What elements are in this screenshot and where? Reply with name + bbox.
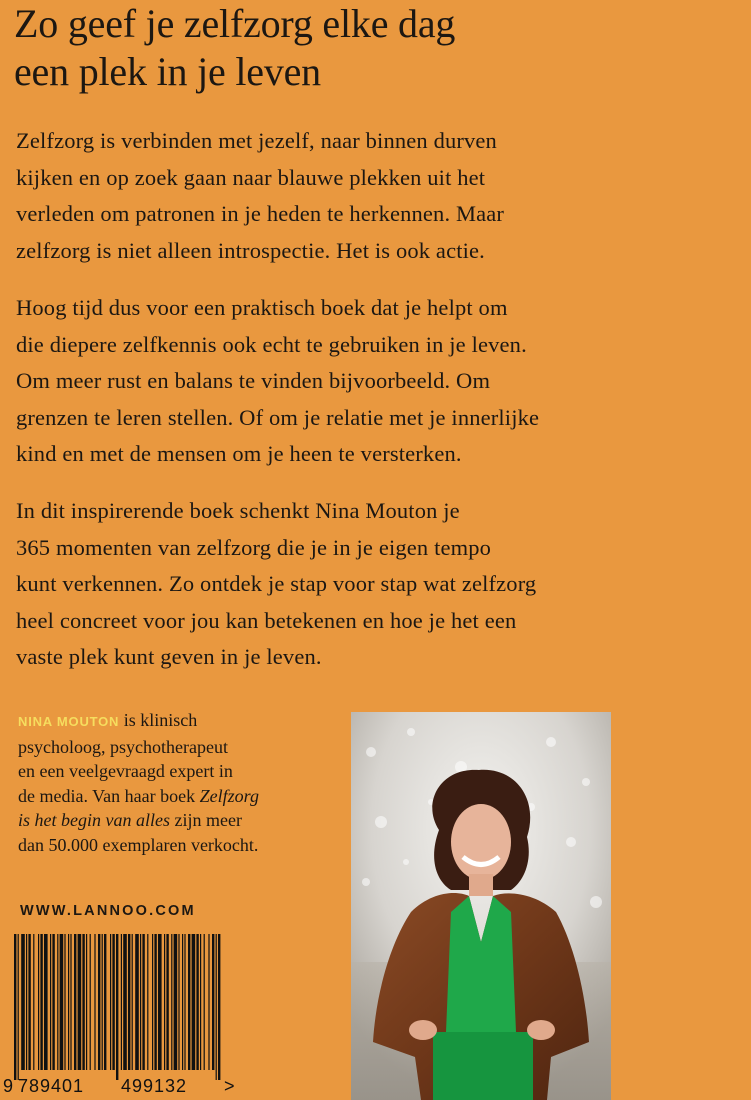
barcode-arrow: >: [224, 1076, 235, 1096]
barcode-bar: [174, 934, 178, 1070]
barcode-first-digit: 9: [3, 1076, 14, 1096]
book-title-italic-cont: is het begin van alles: [18, 810, 170, 830]
barcode-bar: [212, 934, 214, 1070]
barcode-bar: [116, 934, 118, 1080]
barcode-bar: [147, 934, 148, 1070]
barcode-bar: [21, 934, 25, 1070]
barcode-group-1: 789401: [18, 1076, 85, 1096]
barcode-bar: [78, 934, 82, 1070]
barcode-bar: [123, 934, 127, 1070]
back-cover-title: [14, 0, 734, 96]
barcode-bar: [82, 934, 84, 1070]
barcode-bar: [44, 934, 48, 1070]
barcode-bar: [188, 934, 190, 1070]
barcode-bar: [200, 934, 201, 1070]
barcode-bar: [208, 934, 209, 1070]
barcode-bar: [70, 934, 71, 1070]
barcode-bar: [196, 934, 198, 1070]
barcode-bar: [57, 934, 58, 1070]
publisher-website[interactable]: WWW.LANNOO.COM: [20, 903, 196, 919]
barcode-bar: [14, 934, 16, 1080]
barcode-bar: [164, 934, 165, 1070]
title-line-2: een plek in je leven: [14, 49, 321, 94]
barcode-bar: [86, 934, 87, 1070]
barcode-group-2: 499132: [121, 1076, 188, 1096]
barcode-bar: [218, 934, 220, 1080]
barcode-bar: [152, 934, 153, 1070]
barcode-bar: [166, 934, 168, 1070]
paragraph-practical: Hoog tijd dus voor een praktisch boek dat je helpt om die diepere zelfkennis ook echt te gebruiken in je leven. Om meer rust en balans te vinden bijvoorbeeld. Om grenzen te leren stellen. Of om je relatie met je innerlijke kind en met de mensen om je heen te versterken.: [16, 295, 540, 466]
barcode-bar: [38, 934, 39, 1070]
barcode-bar: [33, 934, 34, 1070]
barcode-bar: [60, 934, 64, 1070]
paragraph-intro: Zelfzorg is verbinden met jezelf, naar binnen durven kijken en op zoek gaan naar blauwe plekken uit het verleden om patronen in je heden te herkennen. Maar zelfzorg is niet alleen introspectie. Het is ook actie.: [16, 128, 505, 263]
barcode-bar: [28, 934, 30, 1070]
barcode-bar: [50, 934, 51, 1070]
barcode-bar: [68, 934, 69, 1070]
barcode-bar: [140, 934, 141, 1070]
barcode-bar: [204, 934, 205, 1070]
isbn-barcode: [0, 932, 240, 1100]
barcode-bar: [121, 934, 122, 1070]
author-photo: [351, 712, 611, 1100]
barcode-bar: [178, 934, 179, 1070]
barcode-bar: [98, 934, 100, 1070]
author-bio: NINA MOUTON is klinisch psycholoog, psychotherapeut en een veelgevraagd expert in de media. Van haar boek Zelfzorg is het begin van alles zijn meer dan 50.000 exemplaren verkocht.: [18, 710, 259, 855]
barcode-bar: [52, 934, 54, 1070]
barcode-bar: [40, 934, 42, 1070]
barcode-bar: [142, 934, 144, 1070]
barcode-bar: [94, 934, 95, 1070]
barcode-bar: [102, 934, 103, 1070]
barcode-bar: [128, 934, 130, 1070]
barcode-bar: [64, 934, 65, 1070]
barcode-bar: [110, 934, 111, 1070]
barcode-bar: [135, 934, 139, 1070]
barcode-bar: [132, 934, 133, 1070]
barcode-bar: [184, 934, 185, 1070]
author-name: NINA MOUTON: [18, 714, 120, 729]
title-line-1: Zo geef je zelfzorg elke dag: [14, 1, 456, 46]
book-title-italic: Zelfzorg: [199, 785, 259, 806]
barcode-bar: [90, 934, 91, 1070]
barcode-bar: [216, 934, 217, 1080]
barcode-bar: [74, 934, 76, 1070]
barcode-bar: [158, 934, 162, 1070]
barcode-bar: [104, 934, 106, 1070]
barcode-bar: [182, 934, 183, 1070]
barcode-bar: [192, 934, 196, 1070]
barcode-bar: [154, 934, 156, 1070]
barcode-bar: [26, 934, 27, 1070]
barcode-bar: [112, 934, 114, 1070]
paragraph-book-description: In dit inspirerende boek schenkt Nina Mouton je 365 momenten van zelfzorg die je in je eigen tempo kunt verkennen. Zo ontdek je stap voor stap wat zelfzorg heel concreet voor jou kan betekenen en hoe je het een vaste plek kunt geven in je leven.: [16, 498, 537, 669]
barcode-bar: [18, 934, 19, 1080]
barcode-bar: [171, 934, 172, 1070]
